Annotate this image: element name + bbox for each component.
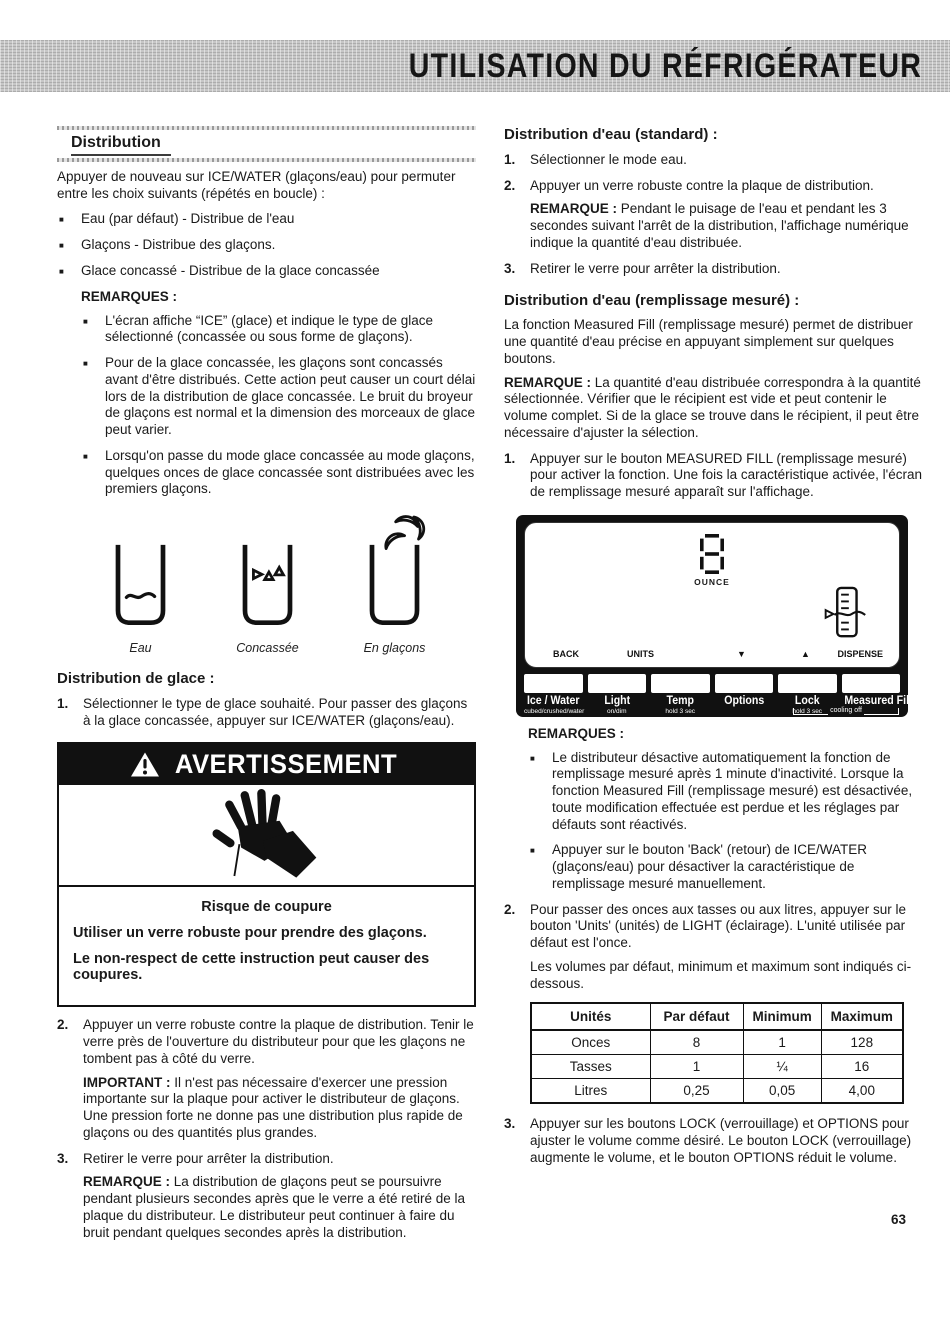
numbered-step [57,1151,476,1242]
note-label: REMARQUE : [530,201,617,217]
bullet-icon: ■ [83,316,88,326]
table-cell: 16 [821,1055,903,1079]
note-text: Il n'est pas nécessaire d'exercer une pression importante sur la plaque pour activer le distributeur de glaçons. Une pression forte ne donne pas une distribution plus rapide de glaçons ou des quantités plus grandes. [83,1074,463,1140]
panel-buttons-row [524,674,900,693]
button-sublabel: hold 3 sec [665,707,696,715]
bracket-label: cooling off [830,706,862,714]
numbered-step [57,696,476,729]
section-title: Distribution [71,134,171,156]
bullet-icon: ■ [530,753,535,763]
bullet-icon: ■ [83,451,88,461]
list-item [81,313,476,346]
figure-label: Eau [129,641,152,656]
bullet-icon: ■ [83,359,88,369]
list-item-text: L'écran affiche “ICE” (glace) et indique le type de glace sélectionné (concassée ou sous forme de glaçons). [105,312,434,345]
table-header-row [531,1003,903,1030]
numbered-step [504,178,923,252]
bracket-line [864,708,890,715]
page-banner [0,40,950,92]
numbered-step [504,1116,923,1166]
table-cell: 1 [650,1055,743,1079]
list-item-text: Le distributeur désactive automatiquement la fonction de remplissage mesuré après 1 minute d'inactivité. Lorsque la fonction Measured Fill (remplissage mesuré) est désactivée, toute modification effectuée est perdue et les réglages par défauts sont réactivés. [552,749,913,832]
hazard-title: Risque de coupure [201,899,332,916]
page-content [57,126,923,1250]
step-text: Appuyer sur le bouton MEASURED FILL (remplissage mesuré) pour activer la fonction. Une fois la caractéristique activée, l'écran de remplissage mesuré apparaît sur l'affichage. [530,450,923,500]
list-item [57,263,476,280]
note-text: Pendant le puisage de l'eau et pendant les 3 secondes suivant l'arrêt de la distribution, l'affichage numérique indique la quantité d'eau distribuée. [530,201,909,250]
warning-banner [59,744,474,785]
list-item-text: Lorsqu'on passe du mode glace concassée au mode glaçons, quelques onces de glace concassée sont distribuées avec les premiers glaçons. [105,447,475,497]
table-row [531,1030,903,1055]
bullet-icon: ■ [59,215,64,225]
cubed-ice-glass-icon [357,512,432,634]
page-title: UTILISATION DU RÉFRIGÉRATEUR [408,46,922,85]
list-item-text: Eau (par défaut) - Distribue de l'eau [81,211,295,227]
dispense-modes-figure [103,512,476,655]
list-item [528,750,923,834]
section-distribution [57,126,476,498]
panel-button-light [588,674,647,693]
measured-note [504,375,923,442]
cut-hazard-hand-icon [207,789,327,881]
softkey-down-arrow-icon: ▼ [737,648,746,659]
step-note [530,201,923,251]
page-number: 63 [890,1212,906,1227]
column-header: Unités [531,1003,650,1030]
bullet-icon: ■ [59,266,64,276]
numbered-step [504,261,923,278]
button-label-cell [588,695,647,715]
warning-line: Le non-respect de cette instruction peut causer des coupures. [73,951,430,984]
button-sublabel: on/dim [606,707,627,715]
unit-indicator: OUNCE [694,576,730,587]
list-item-text: Glace concassé - Distribue de la glace concassée [81,262,380,278]
step-text [530,178,923,252]
figure-label: Concassée [236,641,299,656]
numbered-step [504,152,923,169]
remarques-block [528,726,923,893]
button-label: Lock [794,694,820,707]
step-note [83,1075,476,1142]
left-column [57,126,476,1250]
list-item [57,211,476,228]
step-number: 1. [504,450,516,466]
step-number: 2. [504,177,516,193]
panel-button-measured-fill [842,674,901,693]
button-label-cell [524,695,583,715]
step-number: 3. [504,1116,516,1132]
step-number: 1. [504,152,516,167]
table-row [531,1079,903,1104]
list-item [528,842,923,892]
step-follow-up: Les volumes par défaut, minimum et maximum sont indiqués ci-dessous. [530,958,912,991]
step-number: 3. [504,260,516,276]
crushed-ice-glass-icon [230,512,305,634]
warning-triangle-icon [130,751,160,778]
bracket-left-elbow [793,708,802,715]
step-body: Pour passer des onces aux tasses ou aux litres, appuyer sur le bouton 'Units' (unités) de LIGHT (éclairage). L'unité utilisée par défaut est l'once. [530,901,906,951]
numbered-step [504,451,923,501]
figure-water [103,512,178,655]
step-text: Appuyer sur les boutons LOCK (verrouillage) et OPTIONS pour ajuster le volume comme désiré. Le bouton LOCK (verrouillage) augmente le volume, et le bouton OPTIONS réduit le volume. [530,1116,912,1165]
step-text [83,1151,476,1242]
button-sublabel: cubed/crushed/water [524,707,585,715]
note-text: La quantité d'eau distribuée correspondra à la quantité sélectionnée. Vérifier que le récipient est vide et peut contenir le volume complet. Si de la glace se trouve dans le récipient, il peut être nécessaire d'ajuster la sélection. [504,374,921,440]
column-header: Minimum [743,1003,821,1030]
bracket-right-elbow [890,708,899,715]
section-rule-top [57,126,476,130]
button-label: Temp [666,694,694,707]
table-cell: 8 [650,1030,743,1055]
step-text: Sélectionner le mode eau. [530,152,687,167]
table-cell: 0,25 [650,1079,743,1104]
step-number: 2. [57,1017,69,1033]
dispenser-control-panel [516,515,912,717]
cooling-off-bracket [793,706,899,715]
remarques-block [81,289,476,498]
measured-intro: La fonction Measured Fill (remplissage mesuré) permet de distribuer une quantité d'eau précise en appuyant simplement sur quelques boutons. [504,317,913,366]
list-item [81,448,476,498]
step-text [83,1017,476,1141]
list-item-text: Glaçons - Distribue des glaçons. [81,237,276,253]
right-column [504,126,923,1250]
table-cell: 128 [821,1030,903,1055]
numbered-step [57,1017,476,1141]
figure-label: En glaçons [363,641,426,656]
softkey-back: BACK [553,648,579,659]
column-header: Maximum [821,1003,903,1030]
seven-segment-display [700,534,724,579]
bullet-icon: ■ [530,846,535,856]
panel-display [524,522,900,668]
list-item [57,237,476,254]
button-sublabel: hold 3 sec [792,707,823,715]
warning-text [59,887,474,1005]
panel-button-options [715,674,774,693]
water-std-title: Distribution d'eau (standard) : [504,126,718,143]
softkey-up-arrow-icon: ▲ [801,648,810,659]
list-item-text: Pour de la glace concassée, les glaçons sont concassés avant d'être distribués. Cette action peut causer un court délai lors de la distribution de glace concassée. Le bruit du broyeur de glaçons est normal et la dimension des morceaux de glace peut varier. [105,355,476,438]
section-rule-bottom [57,158,476,162]
warning-box [57,742,476,1007]
step-text: Retirer le verre pour arrêter la distribution. [530,260,781,276]
table-row [531,1055,903,1079]
table-cell: 0,05 [743,1079,821,1104]
button-label: Options [723,694,764,707]
table-cell: Onces [531,1030,650,1055]
note-text: La distribution de glaçons peut se poursuivre pendant plusieurs secondes après que le verre a été retiré de la plaque du distributeur. Le distributeur peut continuer à faire du bruit pendant quelques secondes après la distribution. [83,1174,465,1240]
step-body: Appuyer un verre robuste contre la plaque de distribution. [530,177,874,193]
step-number: 3. [57,1150,69,1166]
warning-title: AVERTISSEMENT [174,749,398,780]
table-cell: Tasses [531,1055,650,1079]
button-label: Ice / Water [526,694,580,707]
figure-crushed [230,512,305,655]
measuring-cup-icon [821,585,867,646]
figure-cubed [357,512,432,655]
step-number: 1. [57,696,69,712]
panel-button-lock [778,674,837,693]
volume-table [530,1002,904,1104]
panel-button-ice-water [524,674,583,693]
button-label: Light [603,694,630,707]
softkey-dispense: DISPENSE [837,648,883,659]
water-glass-icon [103,512,178,634]
list-item-text: Appuyer sur le bouton 'Back' (retour) de ICE/WATER (glaçons/eau) pour désactiver la caractéristique de remplissage mesuré manuellement. [552,842,868,891]
step-text: Sélectionner le type de glace souhaité. Pour passer des glaçons à la glace concassée, appuyer sur ICE/WATER (glaçons/eau). [83,696,468,728]
button-label: Measured Fill [843,694,912,707]
note-label: REMARQUE : [504,374,591,390]
button-label-cell [651,695,710,715]
step-note [83,1174,476,1241]
bullet-icon: ■ [59,241,64,251]
step-number: 2. [504,901,516,917]
numbered-step [504,902,923,993]
remarques-label: REMARQUES : [528,725,625,741]
table-cell: Litres [531,1079,650,1104]
column-header: Par défaut [650,1003,743,1030]
warning-icon-area [59,785,474,887]
step-body: Appuyer un verre robuste contre la plaque de distribution. Tenir le verre près de l'ouverture du distributeur pour que les glaçons ne tombent pas à côté du verre. [83,1017,474,1066]
table-cell: 4,00 [821,1079,903,1104]
step-body: Retirer le verre pour arrêter la distribution. [83,1150,334,1166]
softkey-units: UNITS [627,648,654,659]
remarques-label: REMARQUES : [81,288,178,304]
note-label: REMARQUE : [83,1174,170,1190]
warning-line: Utiliser un verre robuste pour prendre des glaçons. [73,925,427,942]
panel-button-temp [651,674,710,693]
list-item [81,355,476,439]
button-label-cell [715,695,774,715]
water-measured-title: Distribution d'eau (remplissage mesuré) : [504,292,800,310]
step-text [530,902,923,993]
table-cell: ¼ [743,1055,821,1079]
table-cell: 1 [743,1030,821,1055]
note-label: IMPORTANT : [83,1074,171,1090]
ice-dispense-title: Distribution de glace : [57,670,215,688]
distribution-intro: Appuyer de nouveau sur ICE/WATER (glaçons/eau) pour permuter entre les choix suivants (répétés en boucle) : [57,169,456,201]
bracket-line [802,708,828,715]
